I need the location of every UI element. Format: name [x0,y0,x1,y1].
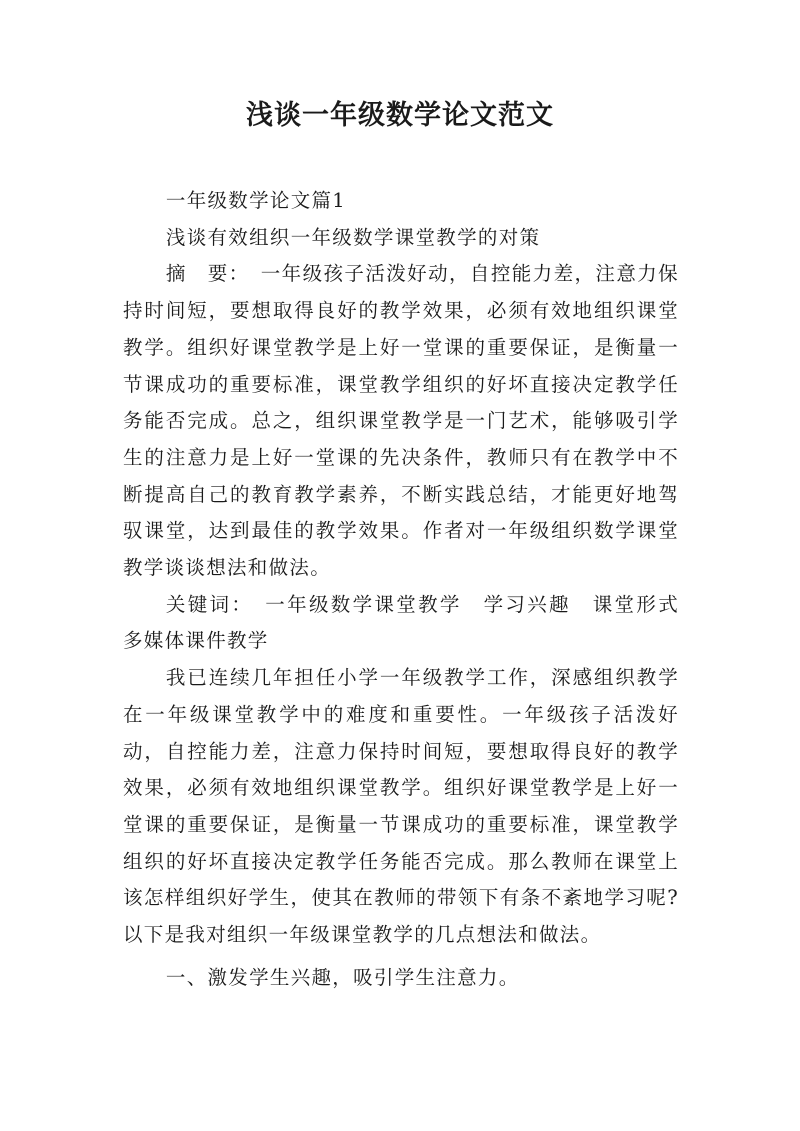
document-body [123,183,700,996]
paragraph-abstract: 摘 要： 一年级孩子活泼好动，自控能力差，注意力保持时间短，要想取得良好的教学效果，必须有效地组织课堂教学。组织好课堂教学是上好一堂课的重要保证，是衡量一节课成功的重要标准，课堂教学组织的好坏直接决定教学任务能否完成。总之，组织课堂教学是一门艺术，能够吸引学生的注意力是上好一堂课的先决条件，教师只有在教学中不断提高自己的教育教学素养，不断实践总结，才能更好地驾驭课堂，达到最佳的教学效果。作者对一年级组织数学课堂教学谈谈想法和做法。 [123,262,679,580]
paragraph-introduction: 我已连续几年担任小学一年级教学工作，深感组织教学在一年级课堂教学中的难度和重要性。一年级孩子活泼好动，自控能力差，注意力保持时间短，要想取得良好的教学效果，必须有效地组织课堂教学。组织好课堂教学是上好一堂课的重要保证，是衡量一节课成功的重要标准，课堂教学组织的好坏直接决定教学任务能否完成。那么教师在课堂上该怎样组织好学生，使其在教师的带领下有条不紊地学习呢?以下是我对组织一年级课堂教学的几点想法和做法。 [123,666,679,947]
paragraph-keywords: 关键词： 一年级数学课堂教学 学习兴趣 课堂形式 多媒体课件教学 [123,592,700,653]
document-title: 浅谈一年级数学论文范文 [246,100,554,131]
paragraph-article-title: 浅谈有效组织一年级数学课堂教学的对策 [165,225,541,249]
paragraph-heading-one: 一、激发学生兴趣，吸引学生注意力。 [165,965,520,989]
paragraph-section-label: 一年级数学论文篇1 [165,189,346,212]
